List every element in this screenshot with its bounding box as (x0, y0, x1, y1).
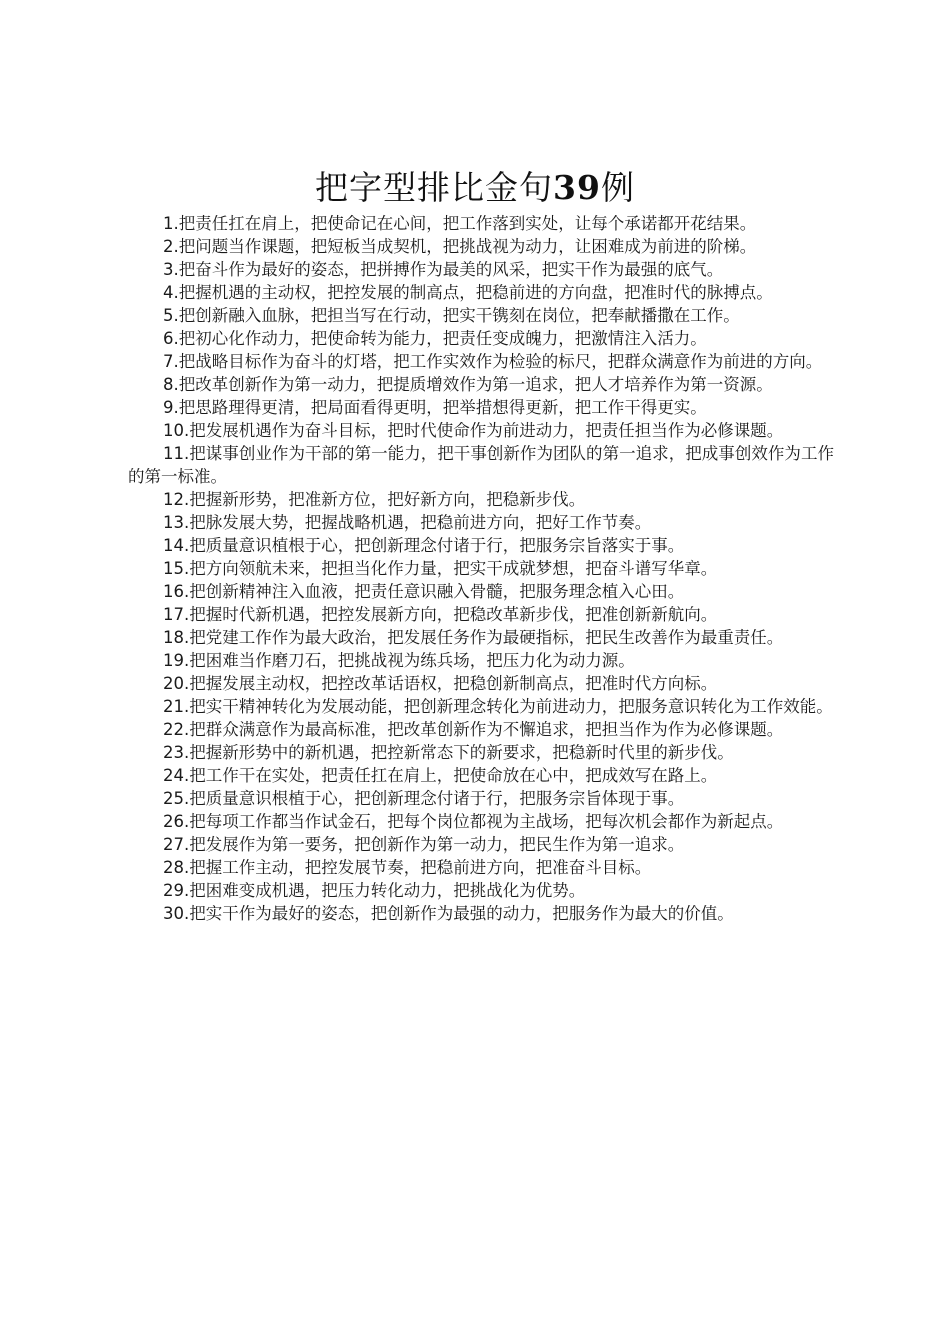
list-item: 13.把脉发展大势，把握战略机遇，把稳前进方向，把好工作节奏。 (163, 513, 652, 532)
list-item: 20.把握发展主动权，把控改革话语权，把稳创新制高点，把准时代方向标。 (163, 674, 718, 693)
list-item: 11.把谋事创业作为干部的第一能力，把干事创新作为团队的第一追求，把成事创效作为工作的第一标准。 (128, 444, 834, 486)
document-title (0, 166, 950, 210)
list-item: 17.把握时代新机遇，把控发展新方向，把稳改革新步伐，把准创新新航向。 (163, 605, 718, 624)
list-item: 24.把工作干在实处，把责任扛在肩上，把使命放在心中，把成效写在路上。 (163, 766, 718, 785)
title-number: 39 (553, 168, 601, 207)
list-item: 29.把困难变成机遇，把压力转化动力，把挑战化为优势。 (163, 881, 586, 900)
list-item: 16.把创新精神注入血液，把责任意识融入骨髓，把服务理念植入心田。 (163, 582, 685, 601)
list-item: 25.把质量意识根植于心，把创新理念付诸于行，把服务宗旨体现于事。 (163, 789, 685, 808)
document-body (128, 212, 834, 925)
list-item: 28.把握工作主动，把控发展节奏，把稳前进方向，把准奋斗目标。 (163, 858, 652, 877)
list-item: 15.把方向领航未来，把担当化作力量，把实干成就梦想，把奋斗谱写华章。 (163, 559, 718, 578)
list-item: 23.把握新形势中的新机遇，把控新常态下的新要求，把稳新时代里的新步伐。 (163, 743, 734, 762)
list-item: 19.把困难当作磨刀石，把挑战视为练兵场，把压力化为动力源。 (163, 651, 635, 670)
list-item: 30.把实干作为最好的姿态，把创新作为最强的动力，把服务作为最大的价值。 (163, 904, 734, 923)
list-item: 4.把握机遇的主动权，把控发展的制高点，把稳前进的方向盘，把准时代的脉搏点。 (163, 283, 773, 302)
list-item: 18.把党建工作作为最大政治，把发展任务作为最硬指标，把民生改善作为最重责任。 (163, 628, 784, 647)
list-item: 7.把战略目标作为奋斗的灯塔，把工作实效作为检验的标尺，把群众满意作为前进的方向。 (163, 352, 823, 371)
list-item: 6.把初心化作动力，把使命转为能力，把责任变成魄力，把激情注入活力。 (163, 329, 707, 348)
list-item: 3.把奋斗作为最好的姿态，把拼搏作为最美的风采，把实干作为最强的底气。 (163, 260, 724, 279)
list-item: 8.把改革创新作为第一动力，把提质增效作为第一追求，把人才培养作为第一资源。 (163, 375, 773, 394)
list-item: 26.把每项工作都当作试金石，把每个岗位都视为主战场，把每次机会都作为新起点。 (163, 812, 784, 831)
list-item: 5.把创新融入血脉，把担当写在行动，把实干镌刻在岗位，把奉献播撒在工作。 (163, 306, 740, 325)
title-suffix: 例 (600, 168, 635, 207)
title-text: 把字型排比金句 (315, 168, 554, 207)
list-item: 14.把质量意识植根于心，把创新理念付诸于行，把服务宗旨落实于事。 (163, 536, 685, 555)
list-item: 10.把发展机遇作为奋斗目标，把时代使命作为前进动力，把责任担当作为必修课题。 (163, 421, 784, 440)
list-item: 27.把发展作为第一要务，把创新作为第一动力，把民生作为第一追求。 (163, 835, 685, 854)
list-item: 1.把责任扛在肩上，把使命记在心间，把工作落到实处，让每个承诺都开花结果。 (163, 214, 757, 233)
list-item: 22.把群众满意作为最高标准，把改革创新作为不懈追求，把担当作为作为必修课题。 (163, 720, 784, 739)
list-item: 9.把思路理得更清，把局面看得更明，把举措想得更新，把工作干得更实。 (163, 398, 707, 417)
list-item: 12.把握新形势，把准新方位，把好新方向，把稳新步伐。 (163, 490, 586, 509)
list-item: 21.把实干精神转化为发展动能，把创新理念转化为前进动力，把服务意识转化为工作效能。 (163, 697, 833, 716)
list-item: 2.把问题当作课题，把短板当成契机，把挑战视为动力，让困难成为前进的阶梯。 (163, 237, 757, 256)
